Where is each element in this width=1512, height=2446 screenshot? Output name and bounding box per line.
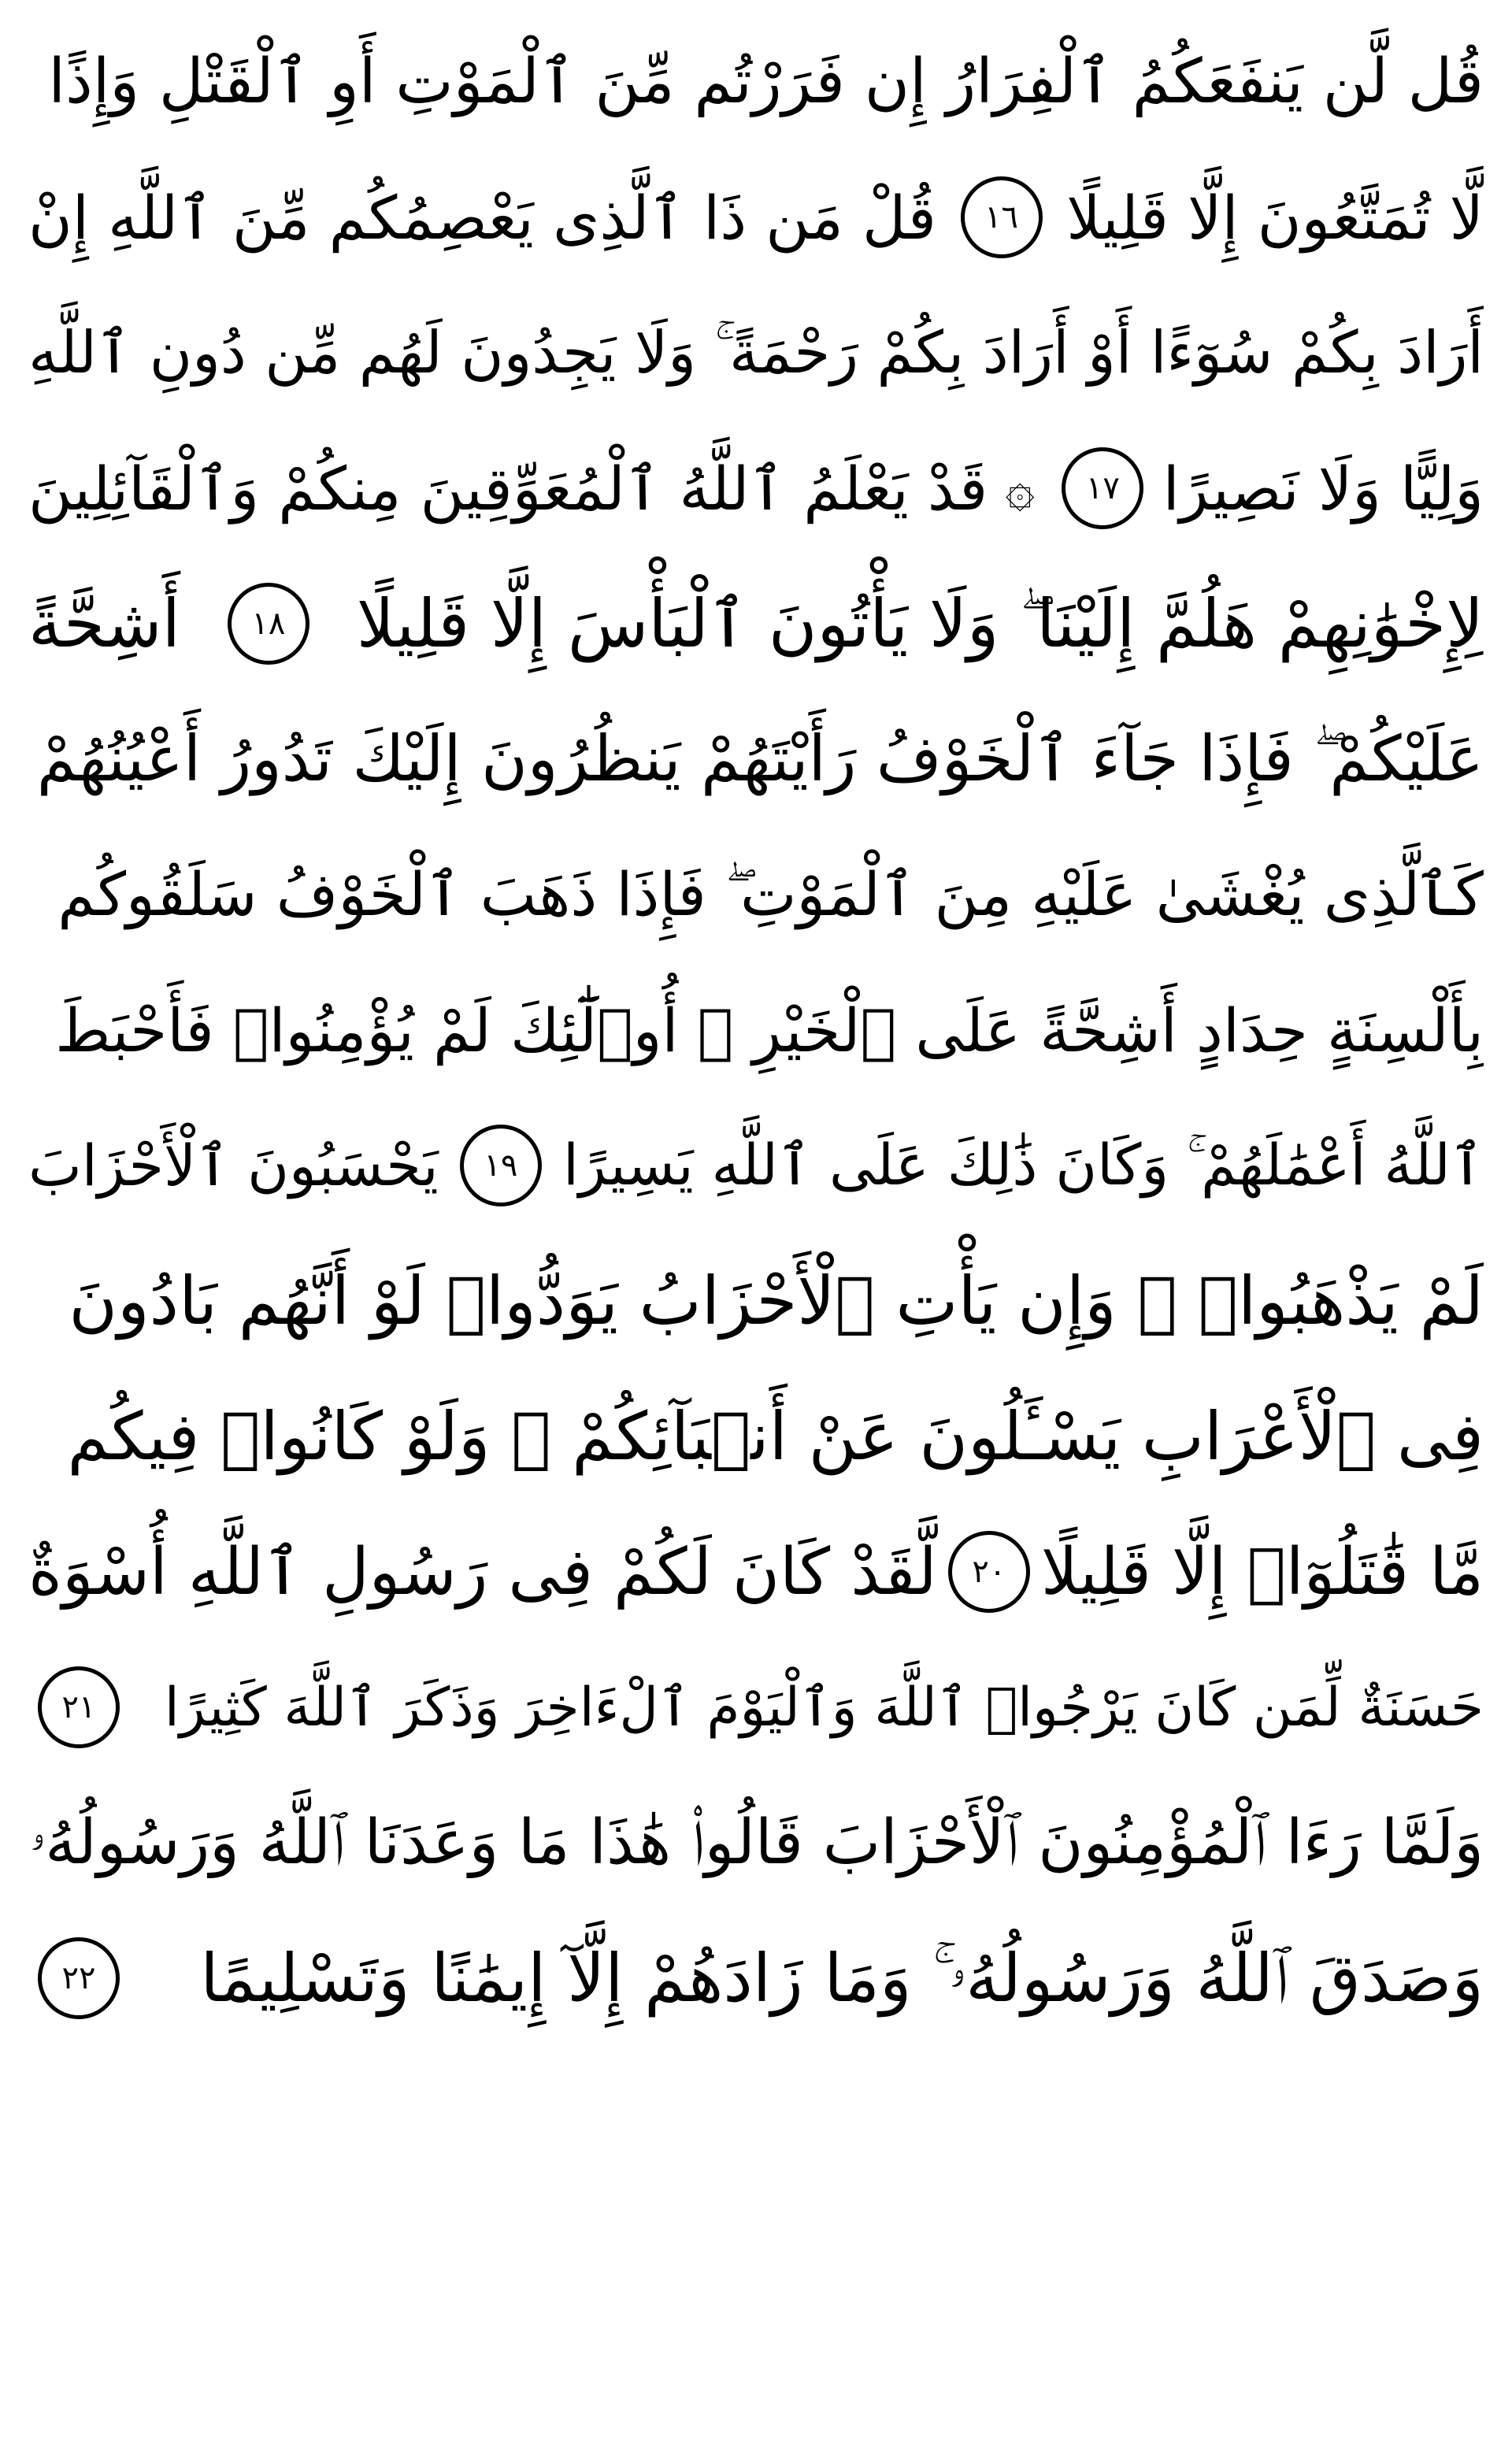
text-line-1 xyxy=(28,14,1484,150)
text-line-14 xyxy=(28,1775,1484,1910)
line-text: وَلَمَّا رَءَا ٱلْمُؤْمِنُونَ ٱلْأَحْزَابَ قَالُوا۟ هَٰذَا مَا وَعَدَنَا ٱللَّهُ وَرَسُولُهُۥ xyxy=(29,1807,1484,1878)
line-text: عَلَيْكُمْ ۖ فَإِذَا جَآءَ ٱلْخَوْفُ رَأَيْتَهُمْ يَنظُرُونَ إِلَيْكَ تَدُورُ أَعْيُنُهُمْ xyxy=(36,722,1484,795)
ayah-number-marker: ١٦ xyxy=(961,176,1043,258)
line-text: لِإِخْوَٰنِهِمْ هَلُمَّ إِلَيْنَا ۖ وَلَا يَأْتُونَ ٱلْبَأْسَ إِلَّا قَلِيلًا xyxy=(356,584,1484,662)
line-text: حَسَنَةٌ لِّمَن كَانَ يَرْجُوا۟ ٱللَّهَ وَٱلْيَوْمَ ٱلْءَاخِرَ وَذَكَرَ ٱللَّهَ كَثِيرًا xyxy=(164,1677,1484,1739)
ayah-number-marker: ١٨ xyxy=(228,583,309,665)
text-line-8 xyxy=(28,962,1484,1098)
ayah-number-marker: ٢٢ xyxy=(38,1937,120,2019)
line-text: لَّا تُمَتَّعُونَ إِلَّا قَلِيلًا xyxy=(1066,182,1484,253)
line-text: قُل لَّن يَنفَعَكُمُ ٱلْفِرَارُ إِن فَرَرْتُم مِّنَ ٱلْمَوْتِ أَوِ ٱلْقَتْلِ وَإِذًا xyxy=(48,46,1484,117)
line-text: وَصَدَقَ ٱللَّهُ وَرَسُولُهُۥ ۚ وَمَا زَادَهُمْ إِلَّآ إِيمَٰنًا وَتَسْلِيمًا xyxy=(200,1939,1484,2017)
line-text: أَشِحَّةً xyxy=(28,585,180,662)
text-line-7 xyxy=(28,827,1484,962)
rub-el-hizb-icon: ۞ xyxy=(1005,459,1035,518)
text-line-13 xyxy=(28,1640,1484,1775)
text-line-15 xyxy=(28,1910,1484,2046)
line-text: مَّا قَٰتَلُوٓا۟ إِلَّا قَلِيلًا xyxy=(1040,1534,1484,1610)
line-text: بِأَلْسِنَةٍ حِدَادٍ أَشِحَّةً عَلَى ٱلْخَيْرِ ۚ أُو۟لَٰٓئِكَ لَمْ يُؤْمِنُوا۟ فَأَحْبَطَ xyxy=(55,995,1484,1065)
ayah-number-marker: ٢١ xyxy=(38,1666,120,1748)
text-line-9 xyxy=(28,1098,1484,1233)
text-line-10 xyxy=(28,1233,1484,1369)
ayah-number-marker: ٢٠ xyxy=(948,1531,1030,1613)
line-text: أَرَادَ بِكُمْ سُوٓءًا أَوْ أَرَادَ بِكُمْ رَحْمَةً ۚ وَلَا يَجِدُونَ لَهُم مِّن دُونِ ٱللَّهِ xyxy=(28,318,1484,387)
line-text: قَدْ يَعْلَمُ ٱللَّهُ ٱلْمُعَوِّقِينَ مِنكُمْ وَٱلْقَآئِلِينَ xyxy=(28,453,988,524)
text-line-12 xyxy=(28,1504,1484,1640)
text-line-4 xyxy=(28,421,1484,556)
line-text: فِى ٱلْأَعْرَابِ يَسْـَٔلُونَ عَنْ أَنۢبَآئِكُمْ ۖ وَلَوْ كَانُوا۟ فِيكُم xyxy=(67,1398,1484,1475)
line-text: وَلِيًّا وَلَا نَصِيرًا xyxy=(1162,453,1484,524)
line-text: يَحْسَبُونَ ٱلْأَحْزَابَ xyxy=(28,1132,439,1199)
text-line-5 xyxy=(28,556,1484,691)
line-text: كَٱلَّذِى يُغْشَىٰ عَلَيْهِ مِنَ ٱلْمَوْتِ ۖ فَإِذَا ذَهَبَ ٱلْخَوْفُ سَلَقُوكُم xyxy=(57,858,1484,929)
line-text: ٱللَّهُ أَعْمَٰلَهُمْ ۚ وَكَانَ ذَٰلِكَ عَلَى ٱللَّهِ يَسِيرًا xyxy=(562,1132,1484,1198)
line-text: قُلْ مَن ذَا ٱلَّذِى يَعْصِمُكُم مِّنَ ٱللَّهِ إِنْ xyxy=(28,182,936,253)
line-text: لَّقَدْ كَانَ لَكُمْ فِى رَسُولِ ٱللَّهِ أُسْوَةٌ xyxy=(28,1534,937,1610)
ayah-number-marker: ١٧ xyxy=(1062,447,1143,529)
ayah-number-marker: ١٩ xyxy=(460,1125,542,1206)
text-line-3 xyxy=(28,285,1484,421)
line-text: لَمْ يَذْهَبُوا۟ ۖ وَإِن يَأْتِ ٱلْأَحْزَابُ يَوَدُّوا۟ لَوْ أَنَّهُم بَادُونَ xyxy=(69,1262,1484,1340)
text-line-6 xyxy=(28,691,1484,827)
text-line-11 xyxy=(28,1369,1484,1504)
text-line-2 xyxy=(28,150,1484,285)
